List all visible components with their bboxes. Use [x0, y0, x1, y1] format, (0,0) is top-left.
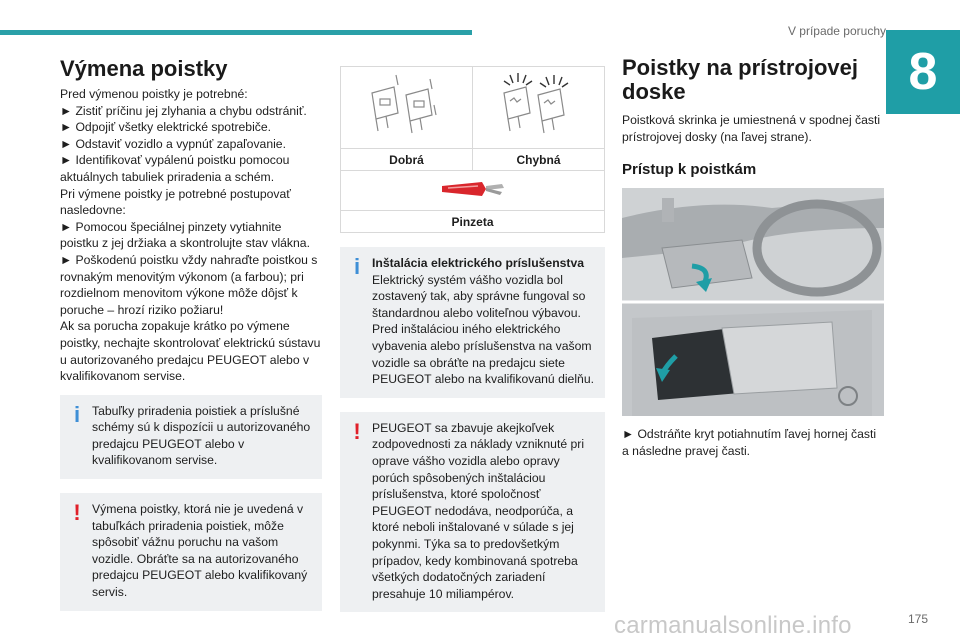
tweezer-icon — [438, 176, 508, 202]
info-icon: i — [73, 401, 81, 427]
bullet-item: ► Odpojiť všetky elektrické spotrebiče. — [60, 119, 322, 136]
warning-icon: ! — [353, 418, 361, 444]
blown-fuse-illustration — [473, 67, 605, 149]
dashboard-photo-illustration — [622, 188, 884, 416]
warning-note — [60, 493, 322, 611]
accessory-info-title: Inštalácia elektrického príslušenstva — [372, 256, 585, 270]
intro-text: Pred výmenou poistky je potrebné: — [60, 87, 248, 101]
procedure-intro: Pri výmene poistky je potrebné postupovať nasledovne: — [60, 186, 291, 218]
liability-warning-note — [340, 412, 605, 613]
info-icon: i — [353, 254, 361, 279]
fuse-condition-table — [340, 66, 605, 233]
info-note — [60, 395, 322, 479]
chapter-tab: 8 — [886, 30, 960, 114]
warning-icon: ! — [73, 500, 81, 526]
bullet-item: ► Identifikovať vypálenú poistku pomocou aktuálnych tabuliek priradenia a schém. — [60, 152, 322, 185]
info-note-text: Tabuľky priradenia poistiek a príslušné schémy sú k dispozícii u autorizovaného predajcu PEUGEOT alebo v kvalifikovanom servise. — [92, 403, 311, 468]
header-accent-bar — [0, 30, 472, 35]
bullet-item: ► Zistiť príčinu jej zlyhania a chybu odstrániť. — [60, 103, 322, 120]
right-column — [622, 56, 884, 459]
running-header: V prípade poruchy — [787, 24, 886, 38]
section-title-dashboard-fuses: Poistky na prístrojovej doske — [622, 55, 858, 104]
page-number: 175 — [907, 612, 928, 626]
liability-warning-text: PEUGEOT sa zbavuje akejkoľvek zodpovednosti za náklady vzniknuté pri oprave vášho vozidla alebo opravy porúch spôsobených inštaláciou príslušenstva, ktoré spoločnosť PEUGEOT nedodáva, neodporúča, a ktoré neboli inštalované v súlade s jej pokynmi. Týka sa to predovšetkým prípadov, kedy kombinovaná spotreba všetkých dodatočných zariadení presahuje 10 miliampérov. — [372, 420, 585, 601]
accessory-info-note — [340, 247, 605, 398]
accessory-info-body-2: Pred inštaláciou iného elektrického vybavenia alebo príslušenstva na vašom vozidle sa obráťte na predajcu siete PEUGEOT alebo na kvalifikovanú dielňu. — [372, 322, 594, 387]
section-title-fuse-replacement: Výmena poistky — [60, 56, 228, 81]
fusebox-access-photo — [622, 188, 884, 416]
good-fuse-label: Dobrá — [341, 149, 473, 171]
left-column — [60, 56, 322, 611]
tweezer-illustration — [341, 171, 605, 211]
tweezer-label: Pinzeta — [341, 211, 605, 233]
watermark: carmanualsonline.info — [614, 612, 852, 639]
good-fuse-icon — [364, 71, 450, 141]
middle-column — [340, 66, 605, 612]
warning-note-text: Výmena poistky, ktorá nie je uvedená v tabuľkách priradenia poistiek, môže spôsobiť vážnu poruchu na vašom vozidle. Obráťte sa na autorizovaného predajcu PEUGEOT alebo kvalifikovaný servis. — [92, 502, 308, 600]
outro-text: Ak sa porucha zopakuje krátko po výmene poistky, nechajte skontrolovať elektrickú sústavu u autorizovaného predajcu PEUGEOT alebo v kvalifikovanom servise. — [60, 319, 321, 384]
blown-fuse-label: Chybná — [473, 149, 605, 171]
bullet-item: ► Odstaviť vozidlo a vypnúť zapaľovanie. — [60, 136, 322, 153]
good-fuse-illustration — [341, 67, 473, 149]
subsection-title-access: Prístup k poistkám — [622, 161, 757, 179]
procedure-step: ► Poškodenú poistku vždy nahraďte poistkou s rovnakým menovitým výkonom (a farbou); pri rozdielnom menovitom výkone môže dôjsť k poruche – hrozí riziko požiaru! — [60, 252, 322, 318]
procedure-step: ► Pomocou špeciálnej pinzety vytiahnite poistku z jej držiaka a skontrolujte stav vlákna. — [60, 219, 322, 252]
accessory-info-body: Elektrický systém vášho vozidla bol zostavený tak, aby správne fungoval so štandardnou alebo voliteľnou výbavou. — [372, 272, 586, 320]
fusebox-location-text: Poistková skrinka je umiestnená v spodnej časti prístrojovej dosky (na ľavej strane). — [622, 113, 881, 144]
access-step: ► Odstráňte kryt potiahnutím ľavej hornej časti a následne pravej časti. — [622, 426, 884, 459]
blown-fuse-icon — [496, 71, 582, 141]
